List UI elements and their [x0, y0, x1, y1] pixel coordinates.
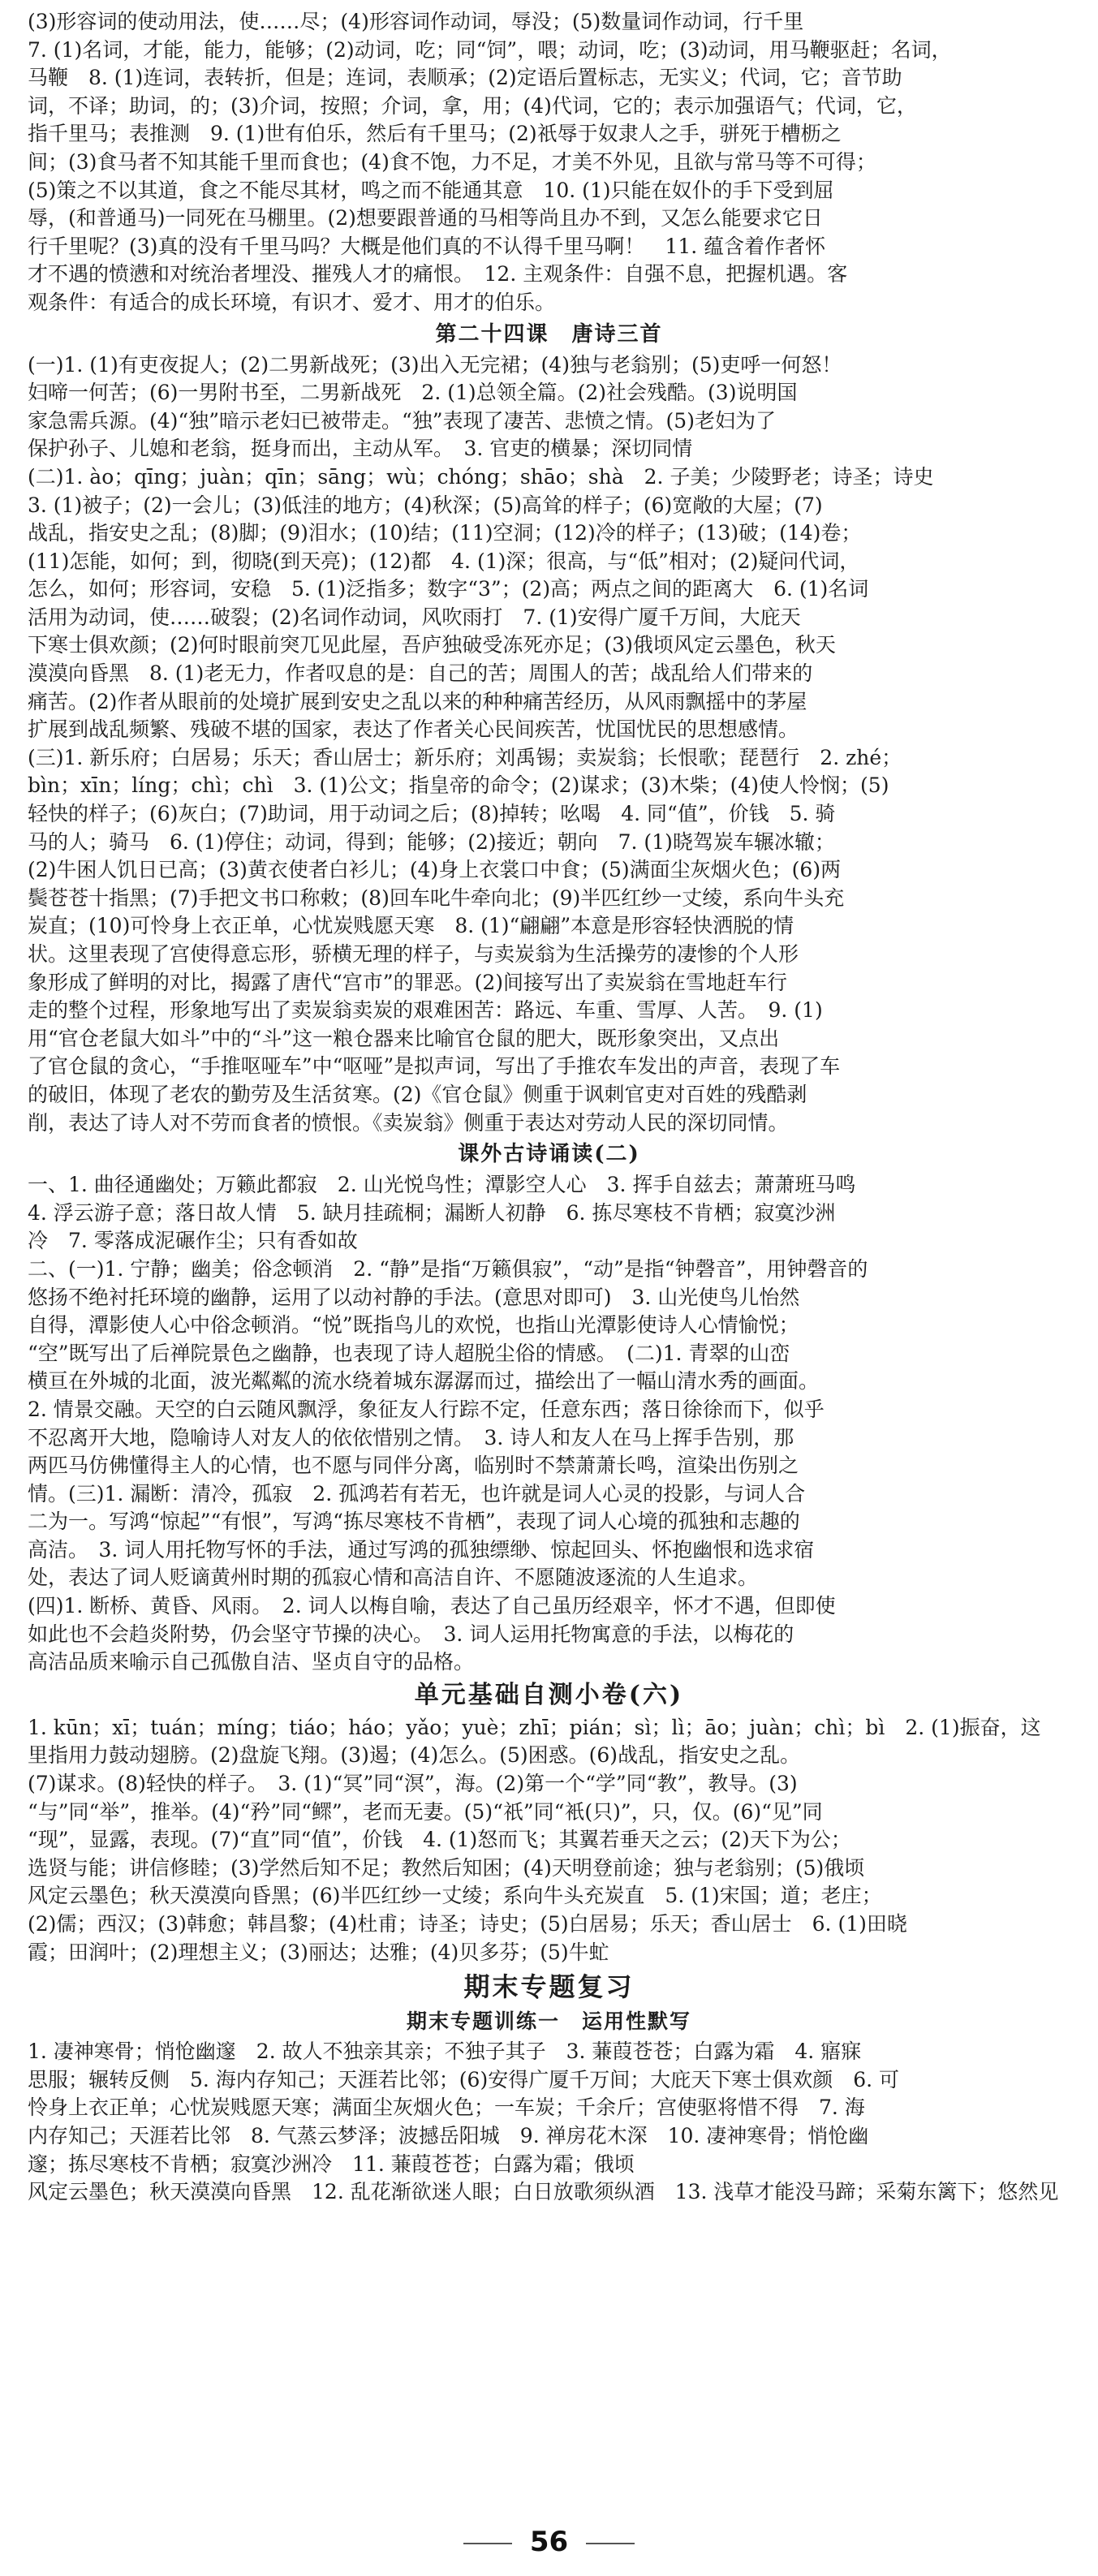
text-line: 7. (1)名词，才能，能力，能够；(2)动词，吃；同“饲”，喂；动词，吃；(3)动词，用马鞭驱赶；名词， — [28, 37, 952, 62]
text-line: 痛苦。(2)作者从眼前的处境扩展到安史之乱以来的种种痛苦经历，从风雨飘摇中的茅屋 — [28, 689, 807, 713]
text-line: 横亘在外城的北面，波光粼粼的流水绕着城东潺潺而过，描绘出了一幅山清水秀的画面。 — [28, 1369, 820, 1394]
page-number-dash-right — [586, 2543, 635, 2544]
text-line: 漠漠向昏黑 8. (1)老无力，作者叹息的是：自己的苦；周围人的苦；战乱给人们带来的 — [28, 661, 813, 686]
text-line: (三)1. 新乐府；白居易；乐天；香山居士；新乐府；刘禹锡；卖炭翁；长恨歌；琵琶行 2. zhé； — [28, 745, 902, 769]
text-line: 的破旧，体现了老农的勤劳及生活贫寒。(2)《官仓鼠》侧重于讽刺官吏对百姓的残酷剥 — [28, 1082, 807, 1106]
text-line: 风定云墨色；秋天漠漠向昏黑；(6)半匹红纱一丈绫；系向牛头充炭直 5. (1)宋国；道；老庄； — [28, 1884, 882, 1908]
page-number-dash-left — [463, 2543, 512, 2544]
final-training-subtitle: 期末专题训练一 运用性默写 — [406, 2010, 691, 2034]
text-line: 了官仓鼠的贪心，“手推呕哑车”中“呕哑”是拟声词，写出了手推农车发出的声音，表现了车 — [28, 1054, 841, 1079]
unit-test-title: 单元基础自测小卷(六) — [414, 1680, 684, 1709]
text-line: (四)1. 断桥、黄昏、风雨。 2. 词人以梅自喻，表达了自己虽历经艰辛，怀才不遇，但即使 — [28, 1594, 836, 1618]
page-number-value: 56 — [529, 2526, 569, 2558]
text-line: 选贤与能；讲信修睦；(3)学然后知不足；教然后知困；(4)天明登前途；独与老翁别；(5)俄顷 — [28, 1855, 865, 1880]
text-line: 4. 浮云游子意；落日故人情 5. 缺月挂疏桐；漏断人初静 6. 拣尽寒枝不肯栖；寂寞沙洲 — [28, 1200, 836, 1225]
text-line: (2)牛困人饥日已高；(3)黄衣使者白衫儿；(4)身上衣裳口中食；(5)满面尘灰烟火色；(6)两 — [28, 858, 842, 882]
extra-poems-answers — [28, 1171, 1070, 1677]
text-line: 保护孙子、儿媳和老翁，挺身而出，主动从军。 3. 官吏的横暴；深切同情 — [28, 437, 693, 461]
text-line: 指千里马；表推测 9. (1)世有伯乐，然后有千里马；(2)祇辱于奴隶人之手，骈死于槽枥之 — [28, 122, 842, 146]
text-line: 不忍离开大地，隐喻诗人对友人的依依惜别之情。 3. 诗人和友人在马上挥手告别，那 — [28, 1425, 794, 1450]
text-line: 里指用力鼓动翅膀。(2)盘旋飞翔。(3)遏；(4)怎么。(5)困惑。(6)战乱，指安史之乱。 — [28, 1743, 801, 1768]
text-line: 一、1. 曲径通幽处；万籁此都寂 2. 山光悦鸟性；潭影空人心 3. 挥手自兹去；萧萧班马鸣 — [28, 1173, 856, 1197]
text-line: 情。(三)1. 漏断：清冷，孤寂 2. 孤鸿若有若无，也许就是词人心灵的投影，与词人合 — [28, 1481, 806, 1506]
text-line: (11)怎能，如何；到，彻晓(到天亮)；(12)都 4. (1)深；很高，与“低”相对；(2)疑问代词， — [28, 549, 860, 573]
text-line: (7)谋求。(8)轻快的样子。 3. (1)“冥”同“溟”，海。(2)第一个“学”同“教”，教导。(3) — [28, 1772, 798, 1796]
text-line: 间；(3)食马者不知其能千里而食也；(4)食不饱，力不足，才美不外见，且欲与常马等不可得； — [28, 149, 876, 174]
text-line: 鬓苍苍十指黑；(7)手把文书口称敕；(8)回车叱牛牵向北；(9)半匹红纱一丈绫，系向牛头充 — [28, 885, 845, 910]
text-line: 妇啼一何苦；(6)一男附书至，二男新战死 2. (1)总领全篇。(2)社会残酷。(3)说明国 — [28, 381, 798, 405]
final-training-answers — [28, 2038, 1070, 2207]
text-line: 霞；田润叶；(2)理想主义；(3)丽达；达雅；(4)贝多芬；(5)牛虻 — [28, 1940, 609, 1964]
text-line: 怜身上衣正单；心忧炭贱愿天寒；满面尘灰烟火色；一车炭；千余斤；宫使驱将惜不得 7. 海 — [28, 2096, 865, 2120]
text-line: 下寒士俱欢颜；(2)何时眼前突兀见此屋，吾庐独破受冻死亦足；(3)俄顷风定云墨色，秋天 — [28, 633, 836, 657]
text-line: 2. 情景交融。天空的白云随风飘浮，象征友人行踪不定，任意东西；落日徐徐而下，似乎 — [28, 1397, 825, 1421]
final-review-title: 期末专题复习 — [463, 1971, 635, 2003]
text-line: 辱，(和普通马)一同死在马棚里。(2)想要跟普通的马相等尚且办不到，又怎么能要求它日 — [28, 206, 823, 230]
text-line: 思服；辗转反侧 5. 海内存知己；天涯若比邻；(6)安得广厦千万间；大庇天下寒士俱欢颜 6. 可 — [28, 2067, 900, 2091]
text-line: 扩展到战乱频繁、残破不堪的国家，表达了作者关心民间疾苦，忧国忧民的思想感情。 — [28, 717, 799, 742]
text-line: 二为一。写鸿“惊起”“有恨”，写鸿“拣尽寒枝不肯栖”，表现了词人心境的孤独和志趣的 — [28, 1510, 800, 1534]
text-line: (5)策之不以其道，食之不能尽其材，鸣之而不能通其意 10. (1)只能在奴仆的手下受到屈 — [28, 178, 834, 202]
text-line: 家急需兵源。(4)“独”暗示老妇已被带走。“独”表现了凄苦、悲愤之情。(5)老妇为了 — [28, 408, 776, 433]
text-line: (3)形容词的使动用法，使……尽；(4)形容词作动词，辱没；(5)数量词作动词，行千里 — [28, 10, 804, 33]
text-line: (二)1. ào；qīng；juàn；qīn；sāng；wù；chóng；shāo；shà 2. 子美；少陵野老；诗圣；诗史 — [28, 464, 934, 489]
text-line: 风定云墨色；秋天漠漠向昏黑 12. 乱花渐欲迷人眼；白日放歌须纵酒 13. 浅草才能没马蹄；采菊东篱下；悠然见 — [28, 2180, 1059, 2204]
text-line: 用“官仓老鼠大如斗”中的“斗”这一粮仓器来比喻官仓鼠的肥大，既形象突出，又点出 — [28, 1026, 780, 1050]
text-line: 高洁品质来喻示自己孤傲自洁、坚贞自守的品格。 — [28, 1650, 475, 1674]
page-number — [0, 2526, 1098, 2558]
lesson-24-answers — [28, 351, 1070, 1138]
text-line: 处，表达了词人贬谪黄州时期的孤寂心情和高洁自许、不愿随波逐流的人生追求。 — [28, 1566, 759, 1590]
text-line: “空”既写出了后禅院景色之幽静，也表现了诗人超脱尘俗的情感。 (二)1. 青翠的山峦 — [28, 1341, 790, 1365]
text-line: 邃；拣尽寒枝不肯栖；寂寞沙洲冷 11. 蒹葭苍苍；白露为霜；俄顷 — [28, 2152, 635, 2176]
text-line: 内存知己；天涯若比邻 8. 气蒸云梦泽；波撼岳阳城 9. 禅房花木深 10. 凄神寒骨；悄怆幽 — [28, 2123, 869, 2147]
text-line: 马的人；骑马 6. (1)停住；动词，得到；能够；(2)接近；朝向 7. (1)晓驾炭车辗冰辙； — [28, 829, 835, 854]
unit-test-answers — [28, 1714, 1070, 1966]
text-line: 观条件：有适合的成长环境，有识才、爱才、用才的伯乐。 — [28, 290, 556, 314]
text-line: 炭直；(10)可怜身上衣正单，心忧炭贱愿天寒 8. (1)“翩翩”本意是形容轻快洒脱的情 — [28, 914, 794, 938]
text-line: 1. 凄神寒骨；悄怆幽邃 2. 故人不独亲其亲；不独子其子 3. 蒹葭苍苍；白露为霜 4. 寤寐 — [28, 2040, 862, 2064]
text-line: 两匹马仿佛懂得主人的心情，也不愿与同伴分离，临别时不禁萧萧长鸣，渲染出伤别之 — [28, 1454, 799, 1478]
text-line: 怎么，如何；形容词，安稳 5. (1)泛指多；数字“3”；(2)高；两点之间的距离大 6. (1)名词 — [28, 577, 869, 601]
text-line: 才不遇的愤懑和对统治者埋没、摧残人才的痛恨。 12. 主观条件：自强不息，把握机遇。客 — [28, 262, 848, 286]
text-line: 战乱，指安史之乱；(8)脚；(9)泪水；(10)结；(11)空洞；(12)冷的样子；(13)破；(14)卷； — [28, 521, 862, 545]
text-line: 高洁。 3. 词人用托物写怀的手法，通过写鸿的孤独缥缈、惊起回头、怀抱幽恨和选求宿 — [28, 1537, 815, 1562]
text-line: 行千里呢？(3)真的没有千里马吗？大概是他们真的不认得千里马啊！ 11. 蕴含着作者怀 — [28, 234, 826, 258]
text-line: bìn；xīn；líng；chì；chì 3. (1)公文；指皇帝的命令；(2)谋求；(3)木柴；(4)使人怜悯；(5) — [28, 773, 889, 798]
text-line: “与”同“举”，推举。(4)“矜”同“鳏”，老而无妻。(5)“祇”同“衹(只)”，只，仅。(6)“见”同 — [28, 1799, 823, 1824]
text-line: 如此也不会趋炎附势，仍会坚守节操的决心。 3. 词人运用托物寓意的手法，以梅花的 — [28, 1622, 794, 1646]
text-line: 自得，潭影使人心中俗念顿消。“悦”既指鸟儿的欢悦，也指山光潭影使诗人心情愉悦； — [28, 1313, 799, 1338]
lesson-23-answers — [28, 8, 1070, 317]
text-line: 马鞭 8. (1)连词，表转折，但是；连词，表顺承；(2)定语后置标志，无实义；代词，它；音节助 — [28, 66, 902, 90]
text-line: (2)儒；西汉；(3)韩愈；韩昌黎；(4)杜甫；诗圣；诗史；(5)白居易；乐天；香山居士 6. (1)田晓 — [28, 1912, 907, 1936]
extra-poems-title: 课外古诗诵读(二) — [458, 1142, 640, 1167]
text-line: 二、(一)1. 宁静；幽美；俗念顿消 2. “静”是指“万籁俱寂”，“动”是指“钟磬音”，用钟磬音的 — [28, 1256, 868, 1281]
text-line: 活用为动词，使……破裂；(2)名词作动词，风吹雨打 7. (1)安得广厦千万间，大庇天 — [28, 605, 801, 629]
text-line: 3. (1)被子；(2)一会儿；(3)低洼的地方；(4)秋深；(5)高耸的样子；(6)宽敞的大屋；(7) — [28, 493, 823, 517]
text-line: 轻快的样子；(6)灰白；(7)助词，用于动词之后；(8)掉转；吆喝 4. 同“值”，价钱 5. 骑 — [28, 802, 836, 826]
text-line: 冷 7. 零落成泥碾作尘；只有香如故 — [28, 1229, 358, 1253]
text-line: 走的整个过程，形象地写出了卖炭翁卖炭的艰难困苦：路远、车重、雪厚、人苦。 9. (1) — [28, 998, 823, 1023]
text-line: 1. kūn；xī；tuán；míng；tiáo；háo；yǎo；yuè；zhī；pián；sì；lì；āo；juàn；chì；bì 2. (1)振奋，这 — [28, 1715, 1041, 1739]
text-line: 削，表达了诗人对不劳而食者的愤恨。《卖炭翁》侧重于表达对劳动人民的深切同情。 — [28, 1110, 789, 1135]
text-line: 状。这里表现了宫使得意忘形，骄横无理的样子，与卖炭翁为生活操劳的凄惨的个人形 — [28, 942, 799, 966]
text-line: (一)1. (1)有吏夜捉人；(2)二男新战死；(3)出入无完裙；(4)独与老翁别；(5)吏呼一何怒！ — [28, 352, 842, 377]
text-line: 词，不译；助词，的；(3)介词，按照；介词，拿，用；(4)代词，它的；表示加强语气；代词，它， — [28, 93, 917, 118]
text-line: 悠扬不绝衬托环境的幽静，运用了以动衬静的手法。(意思对即可) 3. 山光使鸟儿怡然 — [28, 1285, 800, 1309]
text-line: 象形成了鲜明的对比，揭露了唐代“宫市”的罪恶。(2)间接写出了卖炭翁在雪地赶车行 — [28, 970, 787, 994]
lesson-24-title: 第二十四课 唐诗三首 — [435, 321, 663, 347]
text-line: “现”，显露，表现。(7)“直”同“值”，价钱 4. (1)怒而飞；其翼若垂天之云；(2)天下为公； — [28, 1828, 851, 1852]
